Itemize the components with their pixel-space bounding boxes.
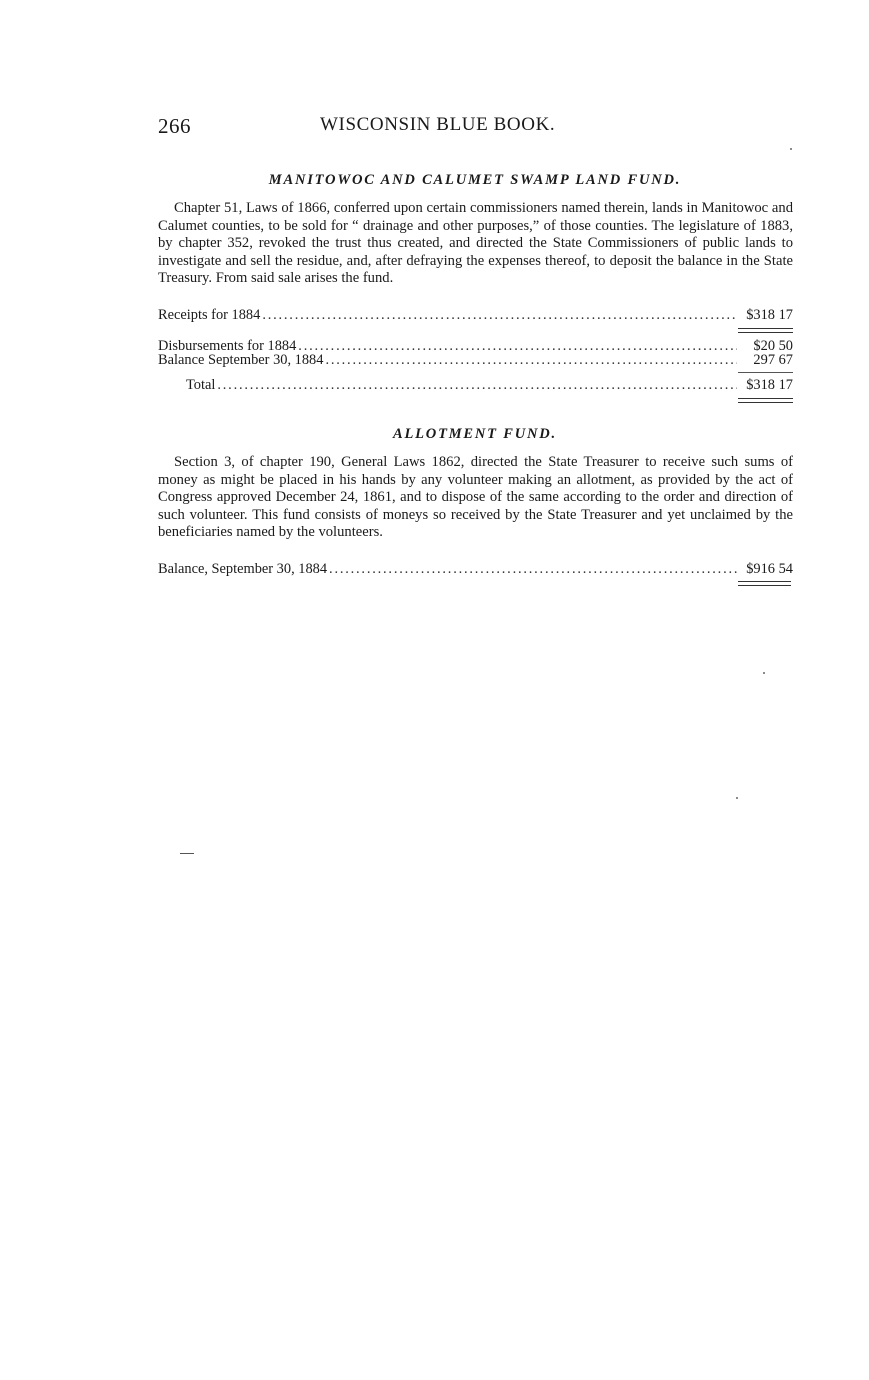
balance-amount: 297 67 <box>753 352 793 368</box>
double-rule-top <box>738 581 791 582</box>
allotment-balance-line <box>158 561 793 578</box>
allotment-fund-paragraph: Section 3, of chapter 190, General Laws 1862, directed the State Treasurer to receive such sums of money as might be placed in his hands by any volunteer making an allotment, as provided by the act of Congress approved December 24, 1861, and to dispose of the same according to the order and direction of such volunteer. This fund consists of moneys so received by the State Treasurer and yet unclaimed by the beneficiaries named by the volunteers. <box>158 454 793 541</box>
page-number: 266 <box>158 114 191 138</box>
dot-leader <box>325 352 737 369</box>
allotment-fund-title: ALLOTMENT FUND. <box>393 426 557 442</box>
sum-rule <box>738 372 793 373</box>
total-line <box>158 377 793 394</box>
total-amount: $318 17 <box>746 377 793 393</box>
receipts-amount: $318 17 <box>746 307 793 323</box>
double-rule-bottom <box>738 332 793 333</box>
scan-speck <box>763 672 765 674</box>
scan-mark <box>180 853 194 854</box>
total-label: Total <box>186 377 216 393</box>
dot-leader <box>262 307 737 324</box>
allotment-balance-amount: $916 54 <box>746 561 793 577</box>
double-rule-bottom <box>738 585 791 586</box>
running-head: WISCONSIN BLUE BOOK. <box>320 114 556 135</box>
manitowoc-fund-title: MANITOWOC AND CALUMET SWAMP LAND FUND. <box>268 172 682 188</box>
dot-leader <box>217 377 737 394</box>
disbursements-label: Disbursements for 1884 <box>158 338 297 354</box>
double-rule-top <box>738 398 793 399</box>
balance-line <box>158 352 793 369</box>
balance-label: Balance September 30, 1884 <box>158 352 324 368</box>
receipts-line <box>158 307 793 324</box>
double-rule-bottom <box>738 402 793 403</box>
double-rule-top <box>738 328 793 329</box>
disbursements-amount: $20 50 <box>753 338 793 354</box>
scan-speck <box>790 148 792 150</box>
allotment-balance-label: Balance, September 30, 1884 <box>158 561 328 577</box>
scan-speck <box>736 797 738 799</box>
dot-leader <box>329 561 737 578</box>
manitowoc-fund-paragraph: Chapter 51, Laws of 1866, conferred upon certain commissioners named therein, lands in Manitowoc and Calumet counties, to be sold for “ drainage and other purposes,” of those counties. The legislature of 1883, by chapter 352, revoked the trust thus created, and directed the State Commissioners of public lands to investigate and sell the residue, and, after defraying the expenses thereof, to deposit the balance in the State Treasury. From said sale arises the fund. <box>158 200 793 287</box>
receipts-label: Receipts for 1884 <box>158 307 261 323</box>
